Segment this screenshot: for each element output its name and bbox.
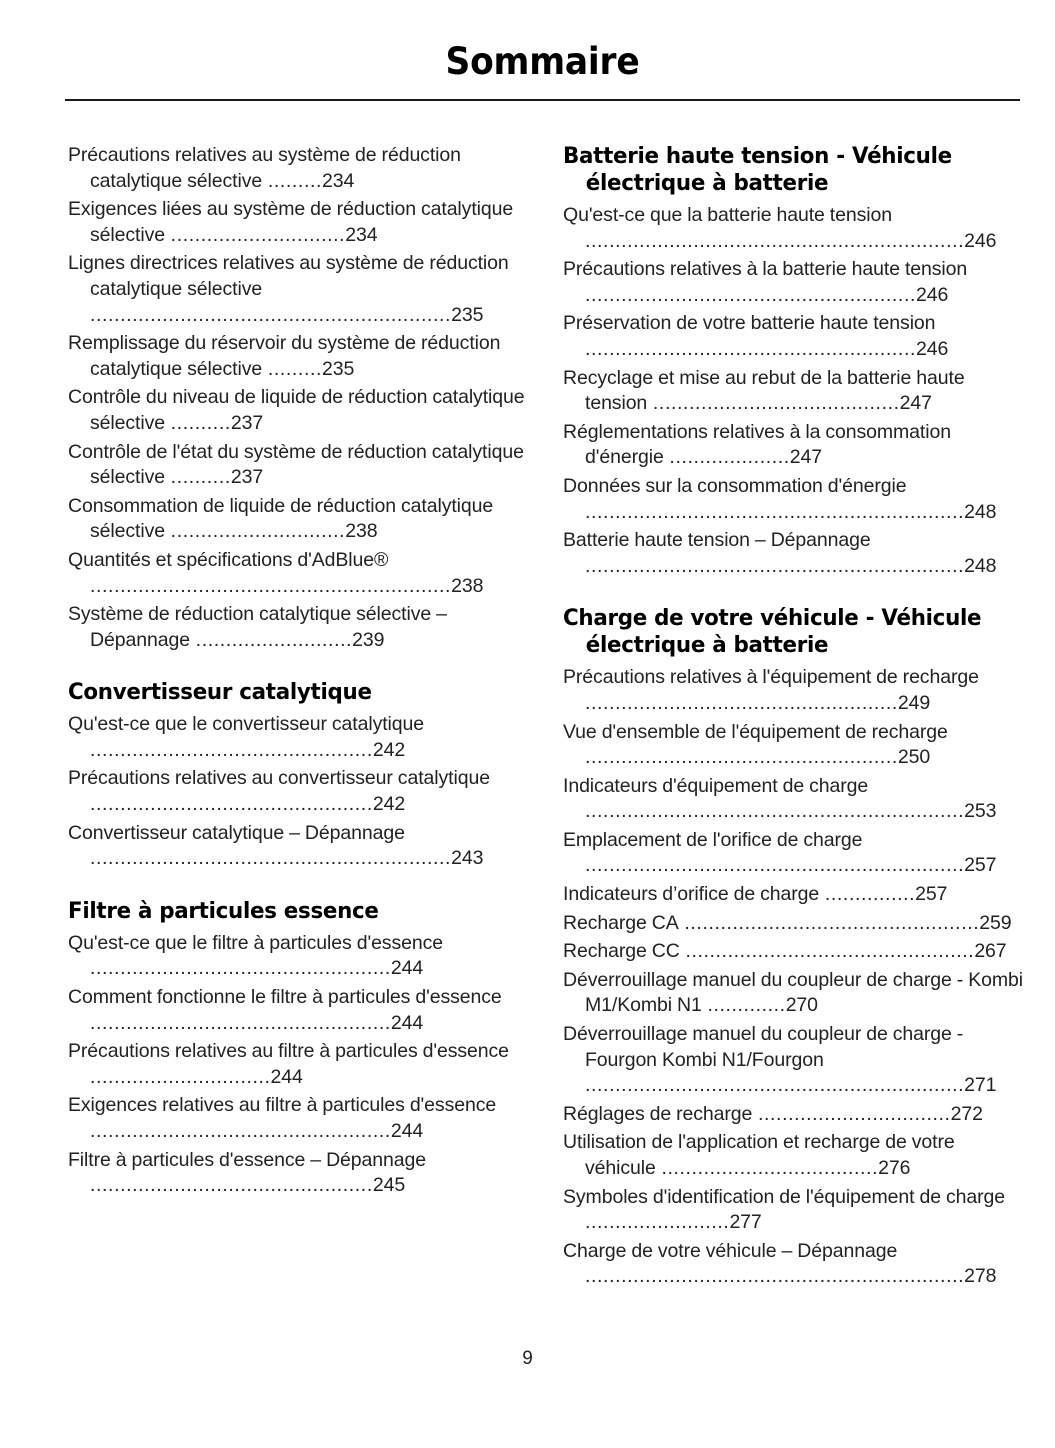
toc-entry-leader: .................................................. (90, 957, 391, 980)
toc-entry-page-number: 257 (964, 854, 997, 877)
toc-entry-page-number: 244 (390, 1011, 424, 1034)
toc-entry-page-number: 270 (785, 994, 818, 1017)
toc-column-right (563, 143, 1025, 1293)
toc-entry-page-number: 242 (372, 793, 406, 816)
toc-entry[interactable] (563, 939, 1025, 965)
toc-entry-label: Système de réduction catalytique sélective – Dépannage (68, 603, 447, 651)
toc-entry-label: Réglementations relatives à la consommation d'énergie (563, 420, 951, 469)
toc-entry[interactable] (563, 882, 1025, 908)
toc-entry-label: Charge de votre véhicule – Dépannage (563, 1239, 898, 1262)
toc-entry-page-number: 237 (230, 466, 264, 489)
toc-entry-leader: ....................................................... (585, 337, 916, 360)
toc-entry[interactable] (563, 474, 1025, 525)
toc-entry-page-number: 238 (345, 520, 378, 543)
toc-entry[interactable] (68, 197, 530, 248)
toc-entry-leader: ................................ (752, 1102, 951, 1125)
toc-entry-page-number: 246 (915, 283, 949, 306)
folio-page-number: 9 (522, 1348, 533, 1369)
toc-section-heading: Filtre à particules essence (68, 897, 379, 924)
toc-entry[interactable] (563, 257, 1025, 308)
toc-section-heading: Batterie haute tension - Véhicule électrique à batterie (563, 143, 952, 196)
page-title: Sommaire (445, 40, 640, 83)
toc-entry-label: Remplissage du réservoir du système de réduction catalytique sélective (68, 332, 501, 380)
toc-entry-leader: ............................................................... (585, 854, 965, 877)
toc-entry-label: Symboles d'identification de l'équipement de charge (563, 1185, 1006, 1208)
toc-entry[interactable] (563, 1022, 1025, 1099)
toc-entry-leader: .................................................. (90, 1011, 391, 1034)
toc-entry-leader: ......... (262, 357, 323, 380)
toc-entry-label: Recharge CA (563, 911, 679, 934)
toc-entry-leader: ............................................................ (90, 303, 452, 326)
toc-entry[interactable] (563, 1239, 1025, 1290)
toc-entry-page-number: 242 (372, 738, 406, 761)
toc-entry[interactable] (563, 665, 1025, 716)
toc-entry-leader: ............... (819, 883, 916, 906)
toc-entry[interactable] (563, 911, 1025, 937)
toc-entry-label: Déverrouillage manuel du coupleur de charge - Fourgon Kombi N1/Fourgon (563, 1023, 964, 1071)
toc-entry-label: Consommation de liquide de réduction catalytique sélective (68, 494, 494, 543)
toc-entry-page-number: 238 (451, 574, 484, 597)
toc-entry-leader: ............................. (164, 223, 346, 246)
toc-entry-label: Qu'est-ce que le convertisseur catalytique (68, 713, 425, 736)
toc-entry-label: Précautions relatives au système de réduction catalytique sélective (68, 144, 461, 192)
toc-entry-leader: ............................................................... (585, 229, 965, 252)
toc-entry-leader: ............................................................ (90, 574, 452, 597)
toc-entry-page-number: 277 (729, 1211, 762, 1234)
toc-entry[interactable] (68, 712, 530, 763)
toc-entry-page-number: 278 (964, 1265, 997, 1288)
toc-section-list-left (68, 679, 530, 1199)
toc-entry-label: Vue d'ensemble de l'équipement de recharge (563, 720, 948, 743)
toc-entry-label: Comment fonctionne le filtre à particules d'essence (68, 986, 502, 1009)
toc-entry-leader: .................... (663, 446, 790, 469)
toc-entry-page-number: 246 (964, 229, 997, 252)
toc-entry-leader: ................................................. (678, 911, 980, 934)
toc-entry[interactable] (563, 311, 1025, 362)
toc-entry-page-number: 249 (897, 691, 931, 714)
toc-column-left (68, 143, 530, 1293)
toc-entry-label: Données sur la consommation d'énergie (563, 474, 907, 497)
toc-entry-page-number: 248 (964, 500, 997, 523)
toc-entry-leader: ............. (701, 994, 786, 1017)
toc-entry[interactable] (68, 602, 530, 653)
toc-entry-leader: ............................................................ (90, 847, 452, 870)
toc-entry-leader: ....................................................... (585, 283, 916, 306)
toc-entry-leader: ........................ (585, 1211, 730, 1234)
toc-entry-leader: .................................................. (90, 1120, 391, 1142)
toc-columns (0, 143, 1055, 1293)
toc-entry[interactable] (563, 1102, 1025, 1128)
toc-entry-page-number: 248 (964, 554, 997, 577)
toc-entry-page-number: 246 (915, 337, 949, 360)
toc-entry-page-number: 234 (322, 169, 355, 192)
toc-entry-leader: ......... (262, 169, 323, 192)
toc-entry-leader: .......... (164, 466, 231, 489)
toc-entry-page-number: 272 (950, 1102, 983, 1125)
toc-entry-label: Préservation de votre batterie haute tension (563, 312, 936, 335)
toc-section-heading: Convertisseur catalytique (68, 679, 372, 706)
toc-entry-label: Précautions relatives au filtre à particules d'essence (68, 1040, 509, 1063)
toc-entry[interactable] (563, 528, 1025, 579)
toc-entry-leader: .................................... (655, 1157, 879, 1179)
toc-entry-label: Lignes directrices relatives au système de réduction catalytique sélective (68, 252, 509, 300)
toc-entry-leader: .............................. (90, 1065, 271, 1088)
toc-entry-leader: ............................................................... (585, 800, 965, 823)
toc-entry-label: Précautions relatives à la batterie haute tension (563, 258, 968, 281)
toc-entry[interactable] (563, 203, 1025, 254)
toc-entry-label: Utilisation de l'application et recharge de votre véhicule (563, 1131, 955, 1179)
toc-entry[interactable] (563, 1185, 1025, 1236)
toc-entry-leader: ............................................................... (585, 500, 965, 523)
toc-entry-page-number: 244 (390, 957, 424, 980)
toc-entry-page-number: 250 (897, 746, 931, 769)
toc-entry-leader: .......... (164, 411, 231, 434)
toc-entry-label: Convertisseur catalytique – Dépannage (68, 821, 405, 844)
toc-entry[interactable] (68, 440, 530, 491)
toc-entry-leader: .................................................... (585, 746, 898, 769)
toc-entry-page-number: 235 (451, 303, 484, 326)
toc-entry-page-number: 247 (789, 446, 823, 469)
toc-entry[interactable] (68, 494, 530, 545)
toc-entry-label: Précautions relatives au convertisseur catalytique (68, 767, 490, 790)
toc-entry[interactable] (68, 385, 530, 436)
toc-entry-page-number: 253 (964, 800, 997, 823)
toc-entry-leader: ................................................ (679, 940, 975, 963)
toc-entry-leader: .................................................... (585, 691, 898, 714)
toc-entry-label: Filtre à particules d'essence – Dépannage (68, 1148, 427, 1171)
toc-entry[interactable] (563, 774, 1025, 825)
toc-entry[interactable] (68, 1039, 530, 1090)
toc-entry[interactable] (563, 828, 1025, 879)
toc-entry-leader: ............................. (164, 520, 346, 543)
toc-entry[interactable] (68, 985, 530, 1036)
toc-entry[interactable] (68, 766, 530, 817)
toc-entry-label: Indicateurs d’orifice de charge (563, 883, 820, 906)
toc-entry-leader: .......................... (189, 628, 353, 651)
toc-entry[interactable] (68, 931, 530, 982)
toc-entry-page-number: 247 (899, 392, 932, 415)
toc-entry[interactable] (68, 143, 530, 194)
toc-entry-page-number: 245 (372, 1174, 406, 1197)
toc-section-heading: Charge de votre véhicule - Véhicule électrique à batterie (563, 605, 982, 659)
toc-entry[interactable] (68, 548, 530, 599)
toc-entry-group-continued (68, 143, 530, 653)
toc-entry-label: Quantités et spécifications d'AdBlue® (68, 548, 389, 571)
toc-entry-label: Recyclage et mise au rebut de la batterie haute tension (563, 366, 965, 415)
toc-entry-label: Exigences liées au système de réduction catalytique sélective (68, 198, 514, 246)
toc-entry-leader: ............................................... (90, 1174, 373, 1197)
toc-entry-label: Emplacement de l'orifice de charge (563, 828, 863, 851)
toc-entry-label: Exigences relatives au filtre à particules d'essence (68, 1094, 497, 1117)
toc-entry-page-number: 259 (979, 911, 1012, 934)
toc-entry-label: Précautions relatives à l'équipement de recharge (563, 666, 979, 689)
toc-entry-page-number: 234 (345, 223, 378, 246)
toc-entry[interactable] (563, 366, 1025, 417)
toc-entry-leader: ............................................................... (585, 554, 965, 577)
toc-entry-page-number: 243 (451, 847, 484, 870)
toc-entry-label: Déverrouillage manuel du coupleur de charge - Kombi M1/Kombi N1 (563, 968, 1023, 1017)
toc-entry-page-number: 271 (964, 1074, 997, 1097)
toc-entry-page-number: 244 (390, 1120, 424, 1142)
toc-entry-leader: ......................................... (647, 392, 900, 415)
toc-entry-label: Batterie haute tension – Dépannage (563, 529, 871, 552)
toc-entry[interactable] (563, 968, 1025, 1019)
toc-entry[interactable] (68, 821, 530, 872)
toc-entry-leader: ............................................................... (585, 1265, 965, 1288)
toc-entry-label: Contrôle de l'état du système de réduction catalytique sélective (68, 440, 524, 489)
toc-entry-leader: ............................................... (90, 738, 373, 761)
toc-entry[interactable] (563, 720, 1025, 771)
title-divider (65, 99, 1020, 101)
toc-entry-leader: ............................................... (90, 793, 373, 816)
toc-entry[interactable] (68, 1093, 530, 1144)
toc-entry-label: Indicateurs d'équipement de charge (563, 774, 869, 797)
toc-entry[interactable] (563, 1130, 1025, 1181)
toc-entry-label: Qu'est-ce que la batterie haute tension (563, 204, 892, 226)
toc-entry-page-number: 244 (270, 1065, 303, 1088)
toc-section-list-right (563, 143, 1025, 1290)
toc-entry-page-number: 276 (878, 1157, 911, 1179)
toc-entry[interactable] (68, 251, 530, 328)
toc-entry-label: Réglages de recharge (563, 1102, 753, 1125)
toc-entry-page-number: 237 (230, 411, 264, 434)
toc-entry-page-number: 267 (974, 940, 1007, 963)
toc-entry-page-number: 239 (352, 628, 385, 651)
toc-entry-label: Contrôle du niveau de liquide de réduction catalytique sélective (68, 386, 525, 434)
toc-entry-leader: ............................................................... (585, 1074, 965, 1097)
toc-entry[interactable] (68, 331, 530, 382)
toc-entry[interactable] (68, 1148, 530, 1199)
toc-entry-page-number: 257 (915, 883, 948, 906)
toc-entry-label: Qu'est-ce que le filtre à particules d'essence (68, 931, 443, 954)
toc-entry-page-number: 235 (322, 357, 355, 380)
toc-entry[interactable] (563, 420, 1025, 471)
toc-entry-label: Recharge CC (563, 940, 680, 963)
